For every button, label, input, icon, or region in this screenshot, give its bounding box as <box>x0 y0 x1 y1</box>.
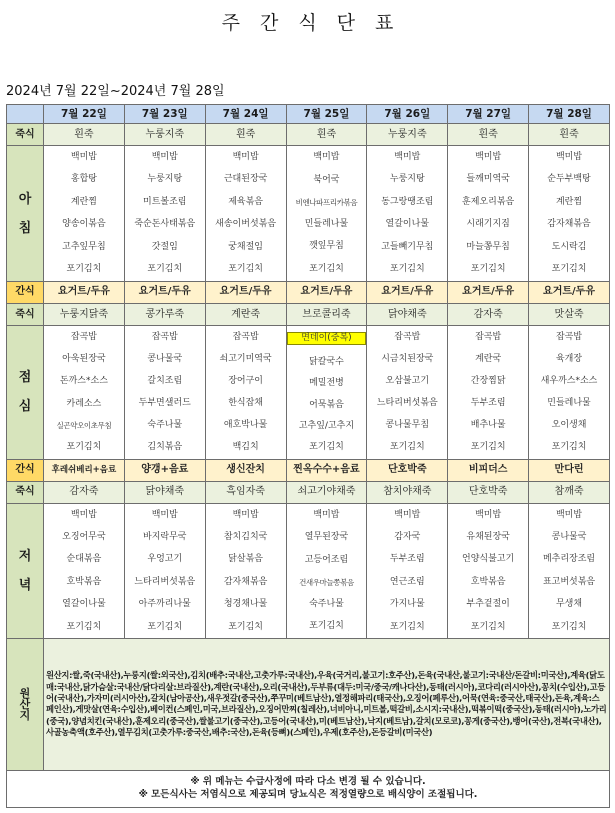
menu-item: 들깨미역국 <box>466 174 510 185</box>
menu-item: 포기김치 <box>228 264 263 275</box>
day-header-sunday: 7월 28일 <box>529 105 610 124</box>
menu-item: 가지나물 <box>389 599 425 610</box>
snack-cell: 생신잔치 <box>205 459 286 481</box>
meal-label-char: 아 <box>18 191 32 207</box>
menu-item: 백미밥 <box>394 152 421 163</box>
breakfast-label <box>7 146 44 281</box>
menu-item: 백미밥 <box>394 509 421 520</box>
afternoon-snack-row <box>7 459 610 481</box>
menu-item: 궁채절임 <box>228 241 263 252</box>
origin-label-char: 원 <box>19 686 31 700</box>
menu-item: 숙주나물 <box>309 598 344 609</box>
origin-label-char: 지 <box>19 708 31 722</box>
menu-item: 잡곡밥 <box>70 331 97 342</box>
menu-item: 콩나물국 <box>551 532 587 543</box>
breakfast-row <box>7 146 610 281</box>
menu-item: 김치볶음 <box>147 441 183 452</box>
breakfast-cell <box>448 146 529 281</box>
menu-item: 느타리버섯볶음 <box>376 397 438 408</box>
menu-item: 포기김치 <box>470 264 506 275</box>
porridge-cell: 흰죽 <box>286 124 367 146</box>
dinner-cell <box>286 503 367 638</box>
menu-item: 포기김치 <box>228 621 263 632</box>
menu-item: 포기김치 <box>309 442 344 453</box>
menu-item: 고등어조림 <box>304 555 349 566</box>
menu-item: 아주까리나물 <box>138 599 191 610</box>
menu-item: 포기김치 <box>551 264 587 275</box>
menu-item: 포기김치 <box>309 621 344 632</box>
menu-item: 포기김치 <box>309 263 344 274</box>
porridge-cell: 계란죽 <box>205 303 286 325</box>
menu-item: 북어국 <box>313 174 340 185</box>
menu-item: 포기김치 <box>470 441 506 452</box>
menu-item: 계란찜 <box>555 196 583 207</box>
menu-item: 오이생채 <box>551 419 587 430</box>
dinner-label <box>7 503 44 638</box>
menu-item: 고추잎무침 <box>62 241 106 252</box>
menu-item: 포기김치 <box>551 441 587 452</box>
meal-label-char: 점 <box>18 370 32 386</box>
origin-row <box>7 639 610 770</box>
menu-item: 백미밥 <box>555 509 583 520</box>
porridge-cell: 콩가루죽 <box>124 303 205 325</box>
menu-item: 잡곡밥 <box>475 331 502 342</box>
breakfast-porridge-row <box>7 124 610 146</box>
menu-item: 닭칼국수 <box>309 356 344 367</box>
menu-item: 느타리버섯볶음 <box>134 576 196 587</box>
menu-item: 순대볶음 <box>66 554 102 565</box>
porridge-cell: 누룽지죽 <box>367 124 448 146</box>
lunch-cell <box>529 326 610 459</box>
menu-item: 백미밥 <box>475 509 502 520</box>
menu-item: 동그랑땡조림 <box>381 196 434 207</box>
meal-label-char: 심 <box>18 399 32 415</box>
snack-cell: 요거트/두유 <box>44 281 125 303</box>
dinner-cell <box>367 503 448 638</box>
lunch-row <box>7 326 610 459</box>
snack-label: 간식 <box>7 281 44 303</box>
menu-item: 백미밥 <box>313 152 340 163</box>
menu-item: 훈제오리볶음 <box>462 196 515 207</box>
menu-item: 포기김치 <box>66 264 102 275</box>
porridge-label: 죽식 <box>7 124 44 146</box>
menu-item: 호박볶음 <box>470 576 506 587</box>
menu-item: 미트볼조림 <box>143 196 187 207</box>
porridge-cell: 누룽지죽 <box>124 124 205 146</box>
porridge-cell: 흑임자죽 <box>205 481 286 503</box>
snack-cell: 요거트/두유 <box>124 281 205 303</box>
page-title: 주간식단표 <box>221 12 414 34</box>
menu-item: 깻잎무침 <box>309 241 344 252</box>
menu-item: 우엉고기 <box>147 554 183 565</box>
menu-item: 배추나물 <box>470 419 506 430</box>
breakfast-cell <box>205 146 286 281</box>
menu-item: 두부면샐러드 <box>138 397 191 408</box>
menu-item: 잡곡밥 <box>232 331 259 342</box>
menu-item: 오징어무국 <box>62 532 106 543</box>
menu-item: 잡곡밥 <box>555 331 583 342</box>
menu-item: 메밀전병 <box>309 378 344 389</box>
porridge-cell: 닭야채죽 <box>367 303 448 325</box>
noodle-day-highlight: 면데이(중복) <box>287 332 367 345</box>
menu-item: 제육볶음 <box>228 196 263 207</box>
porridge-cell: 맛살죽 <box>529 303 610 325</box>
menu-item: 포기김치 <box>551 621 587 632</box>
day-header: 7월 23일 <box>124 105 205 124</box>
porridge-cell: 참치야채죽 <box>367 481 448 503</box>
menu-item: 새우까스*소스 <box>540 375 598 386</box>
menu-item: 양송이볶음 <box>62 219 106 230</box>
lunch-porridge-row <box>7 303 610 325</box>
snack-cell: 요거트/두유 <box>205 281 286 303</box>
menu-item: 건새우마늘쫑볶음 <box>299 577 354 587</box>
menu-item <box>287 332 367 345</box>
dinner-row <box>7 503 610 638</box>
menu-item: 참치김치국 <box>223 532 268 543</box>
origin-info: 원산지:쌀,죽(국내산),누룽지(쌀:외국산),김치(배추:국내산,고춧가루:국내산),우육(국거리,불고기:호주산),돈육(국내산,불고기:국내산/돈갈비:미국산),계육(닭도매:국내산,닭가슴살:국내산/닭다리살:브라질산),계란(국내산),오리(국내산),두부류(대두:미국/중국/캐나다산),동태(러시아),코다리(러시아산),꽁치(수입산),고등어(국내산),가자미(러시아산),갈치(남아공산),새우젓갈(중국산),쭈꾸미(베트남산),열정해파리(태국산),오징어(페루산),어묵(연육:중국산,태국산),돈육,계육:스페인산),게맛살(연육:수입산),베이컨(스페인,미국,브라질산),오징어만찌(칠레산),너비아니,미트볼,떡갈비,소시지:국내산),떡볶이떡(중국산),동태(러시아),노가리(중국),양념치킨(국내산),훈제오리(중국산),쌀불고기(중국산),고등어(국내산),미(베트남산),낙지(베트남),갈치(모로코),꽁게(중국산),뱅어(국산),전복(국내산),사골농축액(호주산),열무김치(고춧가루:중국산,배추:국산),돈육(등뼈)(스페인),우제(호주산),돈등갈비(미국산) <box>44 639 610 770</box>
snack-cell: 단호박죽 <box>367 459 448 481</box>
note-line: ※ 위 메뉴는 수급사정에 따라 다소 변경 될 수 있습니다. <box>190 775 426 787</box>
menu-item: 죽순돈사태볶음 <box>134 219 196 230</box>
notes-row <box>7 770 610 807</box>
menu-item: 열무된장국 <box>304 532 349 543</box>
menu-item: 두부조림 <box>389 554 425 565</box>
menu-item: 백미밥 <box>232 152 259 163</box>
snack-cell: 비피더스 <box>448 459 529 481</box>
lunch-cell <box>124 326 205 459</box>
menu-item: 시금치된장국 <box>381 353 434 364</box>
menu-item: 무생채 <box>555 599 583 610</box>
menu-item: 포기김치 <box>470 621 506 632</box>
day-header: 7월 22일 <box>44 105 125 124</box>
menu-item: 장어구이 <box>228 375 263 386</box>
weekly-menu-table <box>6 104 610 808</box>
snack-cell: 만다린 <box>529 459 610 481</box>
menu-item: 호박볶음 <box>66 576 102 587</box>
menu-item: 홍합탕 <box>70 174 97 185</box>
menu-item: 카레소스 <box>66 398 102 409</box>
lunch-cell <box>205 326 286 459</box>
menu-item: 계란국 <box>475 353 502 364</box>
menu-item: 포기김치 <box>389 441 425 452</box>
menu-item: 표고버섯볶음 <box>542 576 596 587</box>
menu-item: 백미밥 <box>151 152 178 163</box>
origin-label-char: 산 <box>19 697 31 711</box>
menu-item: 콩나물무침 <box>385 419 430 430</box>
menu-item: 청경채나물 <box>223 599 268 610</box>
menu-item: 언양식불고기 <box>462 554 515 565</box>
dinner-cell <box>205 503 286 638</box>
menu-item: 백미밥 <box>313 509 340 520</box>
menu-item: 시래기지짐 <box>466 219 510 230</box>
menu-item: 갈치조림 <box>147 375 183 386</box>
menu-item: 감자채볶음 <box>223 576 268 587</box>
menu-item: 포기김치 <box>66 441 102 452</box>
menu-item: 민들레나물 <box>547 397 591 408</box>
dinner-cell <box>448 503 529 638</box>
breakfast-cell <box>367 146 448 281</box>
porridge-label: 죽식 <box>7 303 44 325</box>
menu-item: 백미밥 <box>70 509 97 520</box>
menu-item: 아욱된장국 <box>62 354 106 365</box>
menu-item: 포기김치 <box>147 621 183 632</box>
lunch-cell <box>286 326 367 459</box>
porridge-cell: 닭야채죽 <box>124 481 205 503</box>
menu-item: 백미밥 <box>70 152 97 163</box>
meal-label-char: 저 <box>18 549 32 565</box>
porridge-cell: 쇠고기야채죽 <box>286 481 367 503</box>
menu-item: 백미밥 <box>151 509 178 520</box>
menu-item: 감자국 <box>394 532 421 543</box>
dinner-cell <box>44 503 125 638</box>
day-header: 7월 25일 <box>286 105 367 124</box>
menu-item: 쇠고기미역국 <box>219 353 272 364</box>
menu-item: 순두부백탕 <box>547 174 591 185</box>
menu-item: 바지락무국 <box>143 532 187 543</box>
porridge-label: 죽식 <box>7 481 44 503</box>
porridge-cell: 단호박죽 <box>448 481 529 503</box>
menu-item: 닭살볶음 <box>228 554 263 565</box>
day-header: 7월 26일 <box>367 105 448 124</box>
porridge-cell: 감자죽 <box>44 481 125 503</box>
menu-item: 포기김치 <box>147 264 183 275</box>
menu-item: 연근조림 <box>389 576 425 587</box>
dinner-cell <box>529 503 610 638</box>
snack-cell: 요거트/두유 <box>448 281 529 303</box>
menu-item: 잡곡밥 <box>151 331 178 342</box>
day-header-saturday: 7월 27일 <box>448 105 529 124</box>
menu-item: 고들빼기무침 <box>381 241 434 252</box>
snack-cell: 요거트/두유 <box>367 281 448 303</box>
menu-item: 백김치 <box>232 441 259 452</box>
origin-label <box>7 639 44 770</box>
lunch-cell <box>44 326 125 459</box>
menu-item: 민들레나물 <box>304 218 349 229</box>
menu-item: 백미밥 <box>555 152 583 163</box>
menu-item: 열갈이나물 <box>62 599 106 610</box>
note-line: ※ 모든식사는 저염식으로 제공되며 당뇨식은 적정열량으로 배식양이 조절됩니다. <box>138 788 478 800</box>
porridge-cell: 감자죽 <box>448 303 529 325</box>
menu-item: 갓절임 <box>151 241 178 252</box>
menu-item: 한식잡채 <box>228 397 263 408</box>
breakfast-cell <box>44 146 125 281</box>
lunch-cell <box>448 326 529 459</box>
porridge-cell: 흰죽 <box>529 124 610 146</box>
menu-period: 2024년 7월 22일~2024년 7월 28일 <box>6 84 225 99</box>
menu-item: 잡곡밥 <box>394 331 421 342</box>
snack-cell: 찐옥수수+음료 <box>286 459 367 481</box>
dinner-cell <box>124 503 205 638</box>
lunch-cell <box>367 326 448 459</box>
menu-item: 두부조림 <box>470 397 506 408</box>
porridge-cell: 흰죽 <box>44 124 125 146</box>
menu-item: 콩나물국 <box>147 353 183 364</box>
day-header-row <box>7 105 610 124</box>
notes-cell <box>7 770 610 807</box>
menu-item: 육개장 <box>555 353 583 364</box>
breakfast-cell <box>529 146 610 281</box>
menu-item: 숙주나물 <box>147 419 183 430</box>
porridge-cell: 참깨죽 <box>529 481 610 503</box>
day-header: 7월 24일 <box>205 105 286 124</box>
menu-item: 누룽지탕 <box>389 174 425 185</box>
menu-item: 비엔나파프리카볶음 <box>295 197 358 207</box>
menu-item: 새송이버섯볶음 <box>215 219 277 230</box>
menu-item: 유채된장국 <box>466 532 510 543</box>
menu-item: 오삼불고기 <box>385 375 430 386</box>
menu-item: 계란찜 <box>70 196 97 207</box>
menu-item: 메추리장조림 <box>542 554 596 565</box>
menu-item: 백미밥 <box>475 152 502 163</box>
porridge-cell: 브로콜리죽 <box>286 303 367 325</box>
snack-cell: 양갱+음료 <box>124 459 205 481</box>
morning-snack-row <box>7 281 610 303</box>
snack-label: 간식 <box>7 459 44 481</box>
menu-item: 포기김치 <box>389 264 425 275</box>
porridge-cell: 누룽지닭죽 <box>44 303 125 325</box>
menu-item: 애호박나물 <box>223 419 268 430</box>
menu-item: 열갈이나물 <box>385 219 430 230</box>
corner-cell <box>7 105 44 124</box>
menu-item: 부추겉절이 <box>466 599 510 610</box>
snack-cell: 후레쉬베리+음료 <box>44 459 125 481</box>
menu-item: 고추잎/고추지 <box>298 420 355 431</box>
lunch-label <box>7 326 44 459</box>
menu-item: 간장찜닭 <box>470 375 506 386</box>
menu-item: 누룽지탕 <box>147 174 183 185</box>
meal-label-char: 녁 <box>18 578 32 594</box>
menu-item: 백미밥 <box>232 509 259 520</box>
porridge-cell: 흰죽 <box>448 124 529 146</box>
dinner-porridge-row <box>7 481 610 503</box>
snack-cell: 요거트/두유 <box>286 281 367 303</box>
porridge-cell: 흰죽 <box>205 124 286 146</box>
snack-cell: 요거트/두유 <box>529 281 610 303</box>
menu-item: 포기김치 <box>389 621 425 632</box>
menu-item: 근대된장국 <box>223 174 268 185</box>
menu-item: 어묵볶음 <box>309 399 344 410</box>
menu-item: 마늘쫑무침 <box>466 241 510 252</box>
menu-item: 도시락김 <box>551 241 587 252</box>
menu-item: 포기김치 <box>66 621 102 632</box>
menu-item: 감자채볶음 <box>547 219 591 230</box>
meal-label-char: 침 <box>18 220 32 236</box>
breakfast-cell <box>124 146 205 281</box>
menu-item: 실곤약오이초무침 <box>56 421 112 431</box>
menu-item: 돈까스*소스 <box>59 376 108 387</box>
breakfast-cell <box>286 146 367 281</box>
